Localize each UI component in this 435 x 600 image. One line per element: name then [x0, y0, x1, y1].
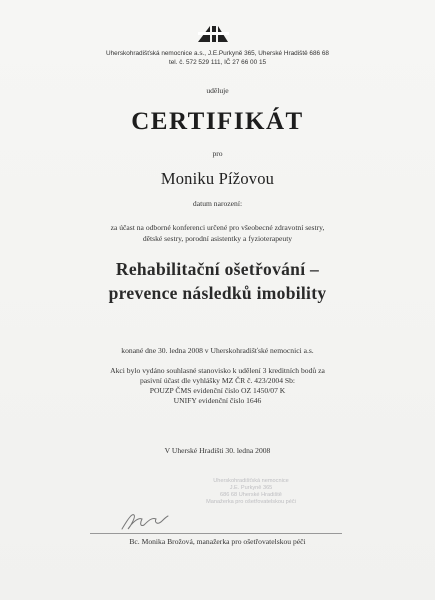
handwritten-signature [118, 507, 170, 533]
stamp-line4: Manažerka pro ošetřovatelskou péči [206, 499, 296, 505]
hospital-contact: tel. č. 572 529 111, IČ 27 66 00 15 [168, 59, 267, 66]
course-title-line2: prevence následků imobility [108, 283, 327, 303]
stamp-line2: J.E. Purkyně 365 [229, 485, 273, 491]
certificate-title: CERTIFIKÁT [131, 108, 304, 135]
conference-text-line2: dětské sestry, porodní asistentky a fyzioterapeuty [142, 234, 293, 243]
for-text: pro [212, 149, 223, 158]
place-date: V Uherské Hradišti 30. ledna 2008 [164, 446, 271, 455]
approval-line2: pasivní účast dle vyhlášky MZ ČR č. 423/2004 Sb: [139, 376, 296, 385]
approval-line1: Akci bylo vydáno souhlasné stanovisko k udělení 3 kreditních bodů za [110, 366, 325, 375]
conference-text-line1: za účast na odborné konferenci určené pro všeobecné zdravotní sestry, [110, 223, 325, 232]
course-title-line1: Rehabilitační ošetřování – [115, 259, 320, 279]
recipient-name: Moniku Pížovou [160, 169, 275, 188]
signer-name: Bc. Monika Brožová, manažerka pro ošetřovatelskou péči [129, 537, 306, 546]
approval-line3: POUZP ČMS evidenční číslo OZ 1450/07 K [149, 386, 286, 395]
hospital-address: Uherskohradišťská nemocnice a.s., J.E.Purkyně 365, Uherské Hradiště 686 68 [106, 50, 329, 57]
grants-text: uděluje [206, 86, 229, 95]
stamp [196, 478, 306, 524]
approval-line4: UNIFY evidenční číslo 1646 [173, 396, 262, 405]
stamp-line3: 686 68 Uherské Hradiště [220, 492, 282, 498]
birthdate-label: datum narození: [192, 199, 243, 208]
held-text: konané dne 30. ledna 2008 v Uherskohradišťské nemocnici a.s. [121, 346, 314, 355]
stamp-line1: Uherskohradišťská nemocnice [213, 478, 289, 484]
signature-line [90, 533, 342, 534]
hospital-logo-icon [196, 22, 230, 44]
